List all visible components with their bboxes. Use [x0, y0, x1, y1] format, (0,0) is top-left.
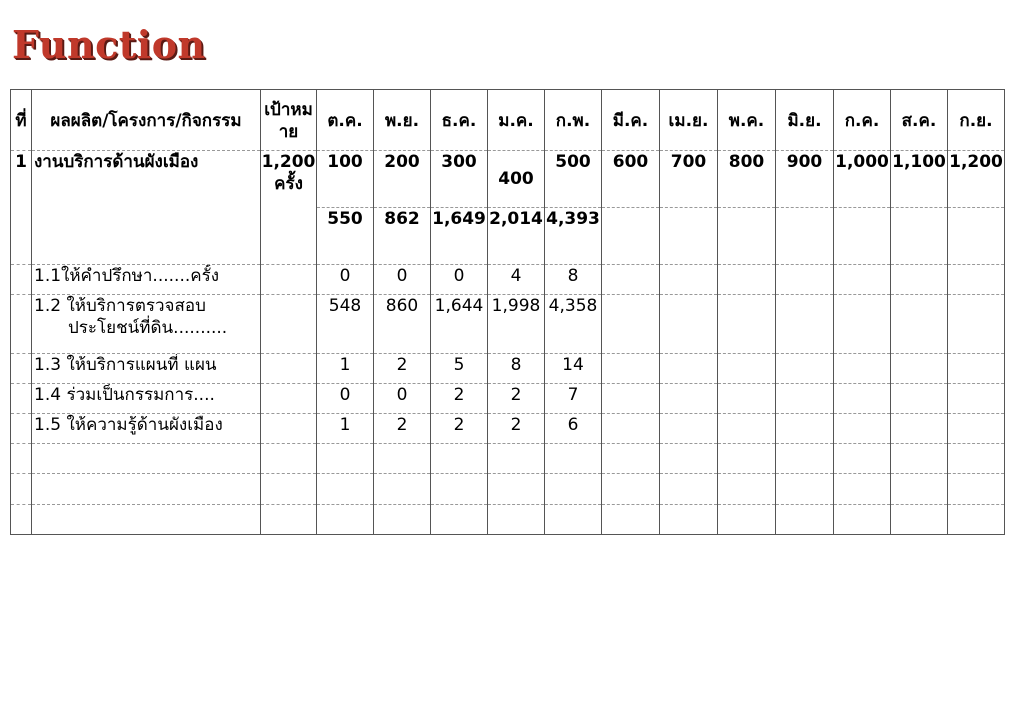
subitem-name: 1.2 ให้บริการตรวจสอบ — [34, 296, 206, 316]
subitem-value: 0 — [374, 384, 431, 414]
plan-value: 800 — [718, 151, 776, 208]
header-month: ต.ค. — [317, 90, 374, 151]
header-month: ก.ค. — [834, 90, 891, 151]
subitem-value: 2 — [431, 414, 488, 444]
header-month: ก.ย. — [948, 90, 1005, 151]
header-product: ผลผลิต/โครงการ/กิจกรรม — [32, 90, 261, 151]
header-target: เป้าหมาย — [261, 90, 317, 151]
table-row — [11, 384, 1005, 414]
header-month: ม.ค. — [488, 90, 545, 151]
subitem-value: 1 — [317, 354, 374, 384]
actual-value: 2,014 — [488, 208, 545, 265]
subitem-name: 1.1ให้คำปรึกษา.......ครั้ง — [32, 265, 261, 295]
actual-value: 1,649 — [431, 208, 488, 265]
empty-row — [11, 505, 1005, 535]
main-item-name: งานบริการด้านผังเมือง — [32, 151, 261, 265]
empty-row — [11, 444, 1005, 474]
subitem-value: 0 — [317, 384, 374, 414]
subitem-name: 1.3 ให้บริการแผนที่ แผน — [32, 354, 261, 384]
subitem-value: 0 — [374, 265, 431, 295]
subitem-value: 2 — [488, 414, 545, 444]
subitem-value: 0 — [431, 265, 488, 295]
plan-value: 100 — [317, 151, 374, 208]
plan-value: 500 — [545, 151, 602, 208]
plan-value: 600 — [602, 151, 660, 208]
subitem-value: 2 — [374, 414, 431, 444]
subitem-value: 2 — [431, 384, 488, 414]
actual-value: 550 — [317, 208, 374, 265]
table-row — [11, 265, 1005, 295]
monthly-report-table — [10, 89, 1005, 535]
subitem-value: 8 — [545, 265, 602, 295]
subitem-value: 860 — [374, 295, 431, 354]
table-row — [11, 354, 1005, 384]
header-month: ก.พ. — [545, 90, 602, 151]
plan-value: 700 — [660, 151, 718, 208]
subitem-value: 548 — [317, 295, 374, 354]
plan-value: 400 — [488, 151, 545, 208]
header-month: มี.ค. — [602, 90, 660, 151]
table-row — [11, 414, 1005, 444]
subitem-value: 1,998 — [488, 295, 545, 354]
subitem-value: 14 — [545, 354, 602, 384]
subitem-name: 1.5 ให้ความรู้ด้านผังเมือง — [32, 414, 261, 444]
plan-value: 900 — [776, 151, 834, 208]
subitem-value: 2 — [374, 354, 431, 384]
subitem-value: 1,644 — [431, 295, 488, 354]
header-month: พ.ค. — [718, 90, 776, 151]
subitem-name: 1.4 ร่วมเป็นกรรมการ.... — [32, 384, 261, 414]
header-no: ที่ — [11, 90, 32, 151]
header-month: ธ.ค. — [431, 90, 488, 151]
plan-row — [11, 151, 1005, 208]
plan-value: 200 — [374, 151, 431, 208]
target-cell — [261, 151, 317, 265]
header-row — [11, 90, 1005, 151]
table-row — [11, 295, 1005, 354]
subitem-value: 2 — [488, 384, 545, 414]
actual-value: 862 — [374, 208, 431, 265]
plan-value: 1,000 — [834, 151, 891, 208]
subitem-value: 7 — [545, 384, 602, 414]
subitem-value: 6 — [545, 414, 602, 444]
row-number: 1 — [11, 151, 32, 265]
header-month: พ.ย. — [374, 90, 431, 151]
target-value: 1,200 — [261, 152, 316, 172]
subitem-value: 0 — [317, 265, 374, 295]
subitem-name-cell — [32, 295, 261, 354]
subitem-value: 4,358 — [545, 295, 602, 354]
header-month: เม.ย. — [660, 90, 718, 151]
subitem-value: 5 — [431, 354, 488, 384]
subitem-value: 8 — [488, 354, 545, 384]
header-month: ส.ค. — [891, 90, 948, 151]
actual-value: 4,393 — [545, 208, 602, 265]
plan-value: 1,200 — [948, 151, 1005, 208]
target-unit: ครั้ง — [274, 174, 303, 194]
subitem-name-continuation: ประโยชน์ที่ดิน.......... — [68, 318, 228, 338]
subitem-value: 1 — [317, 414, 374, 444]
header-month: มิ.ย. — [776, 90, 834, 151]
empty-row — [11, 474, 1005, 505]
page-title: Function — [12, 22, 206, 67]
plan-value: 300 — [431, 151, 488, 208]
plan-value: 1,100 — [891, 151, 948, 208]
subitem-value: 4 — [488, 265, 545, 295]
